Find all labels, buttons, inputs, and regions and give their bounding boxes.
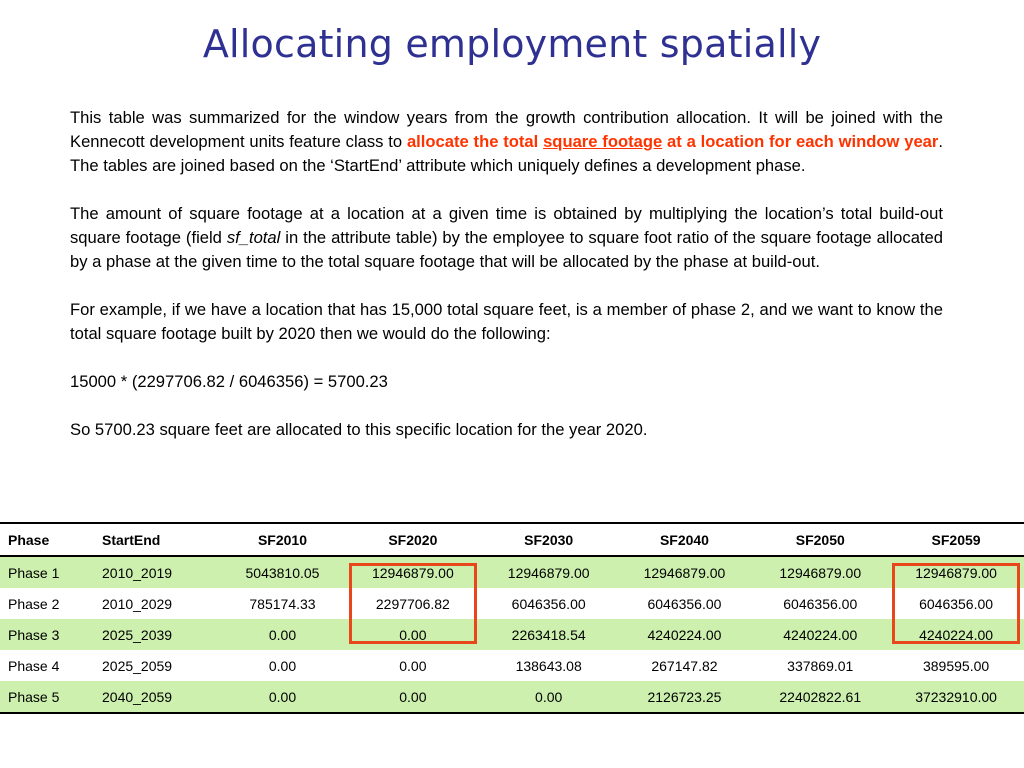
header-startend: StartEnd — [102, 531, 161, 548]
table-cell: 267147.82 — [617, 650, 753, 681]
table-cell: 4240224.00 — [752, 619, 888, 650]
intro-text-end: . The tables are joined based on the ‘StartEnd’ attribute which uniquely defines a development phase. — [70, 132, 943, 175]
table-cell: 785174.33 — [220, 588, 345, 619]
table-cell: 0.00 — [481, 681, 617, 713]
highlight-underlined: square footage — [543, 132, 663, 151]
table-cell: 2263418.54 — [481, 619, 617, 650]
header-sf2059: SF2059 — [931, 531, 981, 548]
paragraph-result: So 5700.23 square feet are allocated to this specific location for the year 2020. — [70, 420, 648, 439]
table-row — [0, 681, 1024, 713]
table-row — [0, 556, 1024, 588]
table-cell: 0.00 — [345, 650, 481, 681]
slide-body — [70, 106, 943, 466]
phase-table — [0, 522, 1024, 714]
table-row — [0, 650, 1024, 681]
table-cell: 5043810.05 — [220, 556, 345, 588]
table-cell-highlighted — [888, 588, 1024, 619]
header-sf2020: SF2020 — [388, 531, 438, 548]
table-cell: 2126723.25 — [617, 681, 753, 713]
header-sf2050: SF2050 — [795, 531, 845, 548]
table-cell: Phase 1 — [0, 556, 94, 588]
table-cell: 12946879.00 — [752, 556, 888, 588]
table-cell: 0.00 — [220, 681, 345, 713]
table-row — [0, 619, 1024, 650]
table-cell: Phase 5 — [0, 681, 94, 713]
table-cell: 2010_2019 — [94, 556, 220, 588]
table-cell: Phase 3 — [0, 619, 94, 650]
table-cell: 2010_2029 — [94, 588, 220, 619]
highlight-part-1: allocate the total — [406, 132, 544, 151]
header-sf2040: SF2040 — [659, 531, 709, 548]
field-name: sf_total — [226, 228, 281, 247]
table-cell: 2025_2039 — [94, 619, 220, 650]
paragraph-formula: 15000 * (2297706.82 / 6046356) = 5700.23 — [70, 372, 388, 391]
highlighted-value: 2297706.82 — [375, 595, 450, 612]
table-cell: 6046356.00 — [481, 588, 617, 619]
table-cell: 12946879.00 — [481, 556, 617, 588]
slide-title: Allocating employment spatially — [202, 22, 822, 66]
paragraph-method — [70, 202, 943, 274]
table-cell-highlighted — [345, 588, 481, 619]
table-row — [0, 588, 1024, 619]
header-phase: Phase — [8, 531, 50, 548]
paragraph-intro — [70, 106, 943, 178]
highlight-text — [407, 132, 938, 151]
table-cell: 6046356.00 — [617, 588, 753, 619]
table-cell: Phase 2 — [0, 588, 94, 619]
highlight-part-2: at a location for each window year — [662, 132, 939, 151]
table-cell: 37232910.00 — [888, 681, 1024, 713]
table-cell: 0.00 — [345, 681, 481, 713]
table-cell: 2040_2059 — [94, 681, 220, 713]
table-cell: 389595.00 — [888, 650, 1024, 681]
table-cell: 2025_2059 — [94, 650, 220, 681]
header-sf2030: SF2030 — [524, 531, 574, 548]
table-cell: 0.00 — [220, 619, 345, 650]
table-header-row — [0, 523, 1024, 556]
table-cell: 6046356.00 — [752, 588, 888, 619]
table-cell: 12946879.00 — [345, 556, 481, 588]
table-cell: Phase 4 — [0, 650, 94, 681]
table-cell: 138643.08 — [481, 650, 617, 681]
paragraph-example: For example, if we have a location that has 15,000 total square feet, is a member of phase 2, and we want to know the total square footage built by 2020 then we would do the following: — [70, 300, 943, 343]
header-sf2010: SF2010 — [257, 531, 307, 548]
table-cell: 0.00 — [345, 619, 481, 650]
method-text-end: in the attribute table) by the employee to square foot ratio of the square footage allocated by a phase at the given time to the total square footage that will be allocated by the phase at build-out. — [70, 228, 943, 271]
highlighted-value: 6046356.00 — [919, 595, 994, 612]
table-cell: 22402822.61 — [752, 681, 888, 713]
table-cell: 12946879.00 — [617, 556, 753, 588]
method-text-start: The amount of square footage at a location at a given time is obtained by multiplying the location’s total build-out square footage (field — [70, 204, 943, 247]
table-cell: 4240224.00 — [617, 619, 753, 650]
intro-text-start: This table was summarized for the window years from the growth contribution allocation. It will be joined with the Kennecott development units feature class to — [70, 108, 943, 151]
table-cell: 337869.01 — [752, 650, 888, 681]
table-cell: 4240224.00 — [888, 619, 1024, 650]
table-cell: 0.00 — [220, 650, 345, 681]
table-cell: 12946879.00 — [888, 556, 1024, 588]
